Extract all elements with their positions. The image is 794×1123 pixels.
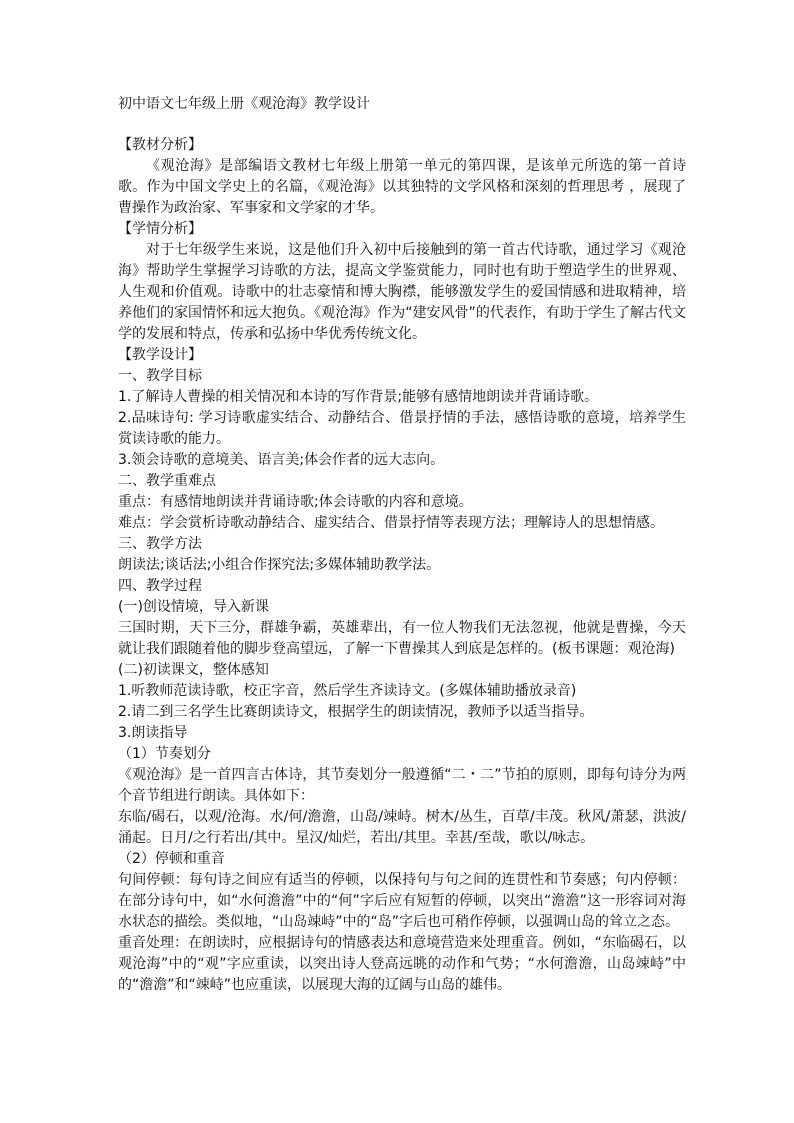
- student-analysis-heading: 【学情分析】: [118, 221, 202, 237]
- teaching-goal-2: 2.品味诗句: 学习诗歌虚实结合、动静结合、借景抒情的手法，感悟诗歌的意境，培养学生赏读诗歌的能力。: [118, 410, 686, 447]
- key-points-heading: 二、教学重难点: [118, 473, 216, 489]
- pause-text: 句间停顿：每句诗之间应有适当的停顿，以保持句与句之间的连贯性和节奏感；句内停顿：在部分诗句中，如“水何澹澹”中的“何”字后应有短暂的停顿，以突出“澹澹”这一形容词对海水状态的描绘。类似地，“山岛竦峙”中的“岛”字后也可稍作停顿，以强调山岛的耸立之态。: [118, 872, 686, 930]
- document-body: [118, 94, 686, 996]
- rhythm-heading: （1）节奏划分: [118, 746, 211, 762]
- document-title: 初中语文七年级上册《观沧海》教学设计: [118, 96, 370, 112]
- teaching-goals-heading: 一、教学目标: [118, 368, 202, 384]
- stress-text: 重音处理：在朗读时，应根据诗句的情感表达和意境营造来处理重音。例如，“东临碣石，以观沧海”中的“观”字应重读，以突出诗人登高远眺的动作和气势；“水何澹澹，山岛竦峙”中的“澹澹”和“竦峙”也应重读，以展现大海的辽阔与山岛的雄伟。: [118, 935, 686, 993]
- difficult-point: 难点：学会赏析诗歌动静结合、虚实结合、借景抒情等表现方法；理解诗人的思想情感。: [118, 515, 664, 531]
- process-step-2-item-2: 2.请二到三名学生比赛朗读诗文，根据学生的朗读情况，教师予以适当指导。: [118, 704, 594, 720]
- teaching-methods-heading: 三、教学方法: [118, 536, 202, 552]
- teaching-methods: 朗读法;谈话法;小组合作探究法;多媒体辅助教学法。: [118, 557, 441, 573]
- teaching-design-heading: 【教学设计】: [118, 347, 202, 363]
- teaching-goal-1: 1.了解诗人曹操的相关情况和本诗的写作背景;能够有感情地朗读并背诵诗歌。: [118, 389, 599, 405]
- textbook-analysis-paragraph: 《观沧海》是部编语文教材七年级上册第一单元的第四课，是该单元所选的第一首诗歌。作为中国文学史上的名篇，《观沧海》以其独特的文学风格和深刻的哲理思考 ，展现了曹操作为政治家、军事家和文学家的才华。: [118, 158, 686, 216]
- textbook-analysis-heading: 【教材分析】: [118, 137, 202, 153]
- teaching-goal-3: 3.领会诗歌的意境美、语言美;体会作者的远大志向。: [118, 452, 445, 468]
- process-step-1-heading: (一)创设情境，导入新课: [118, 599, 269, 615]
- student-analysis-paragraph: 对于七年级学生来说，这是他们升入初中后接触到的第一首古代诗歌，通过学习《观沧海》帮助学生掌握学习诗歌的方法，提高文学鉴赏能力，同时也有助于塑造学生的世界观、人生观和价值观。诗歌中的壮志豪情和博大胸襟，能够激发学生的爱国情感和进取精神，培养他们的家国情怀和远大抱负。《观沧海》作为“建安风骨”的代表作，有助于学生了解古代文学的发展和特点，传承和弘扬中华优秀传统文化。: [118, 242, 686, 342]
- process-step-2-item-3: 3.朗读指导: [118, 725, 188, 741]
- process-step-2-heading: (二)初读课文，整体感知: [118, 662, 269, 678]
- teaching-process-heading: 四、教学过程: [118, 578, 202, 594]
- process-step-1-text: 三国时期，天下三分，群雄争霸，英雄辈出，有一位人物我们无法忽视，他就是曹操，今天就让我们跟随着他的脚步登高望远，了解一下曹操其人到底是怎样的。(板书课题：观沧海): [118, 620, 686, 657]
- pause-stress-heading: （2）停顿和重音: [118, 851, 225, 867]
- rhythm-text: 《观沧海》是一首四言古体诗，其节奏划分一般遵循“二・二”节拍的原则，即每句诗分为两个音节组进行朗读。具体如下：: [118, 767, 686, 804]
- rhythm-example: 东临/碣石，以观/沧海。水/何/澹澹，山岛/竦峙。树木/丛生，百草/丰茂。秋风/萧瑟，洪波/涌起。日月/之行若出/其中。星汉/灿烂，若出/其里。幸甚/至哉，歌以/咏志。: [118, 809, 686, 846]
- process-step-2-item-1: 1.听教师范读诗歌，校正字音，然后学生齐读诗文。(多媒体辅助播放录音): [118, 683, 577, 699]
- key-point: 重点：有感情地朗读并背诵诗歌;体会诗歌的内容和意境。: [118, 494, 473, 510]
